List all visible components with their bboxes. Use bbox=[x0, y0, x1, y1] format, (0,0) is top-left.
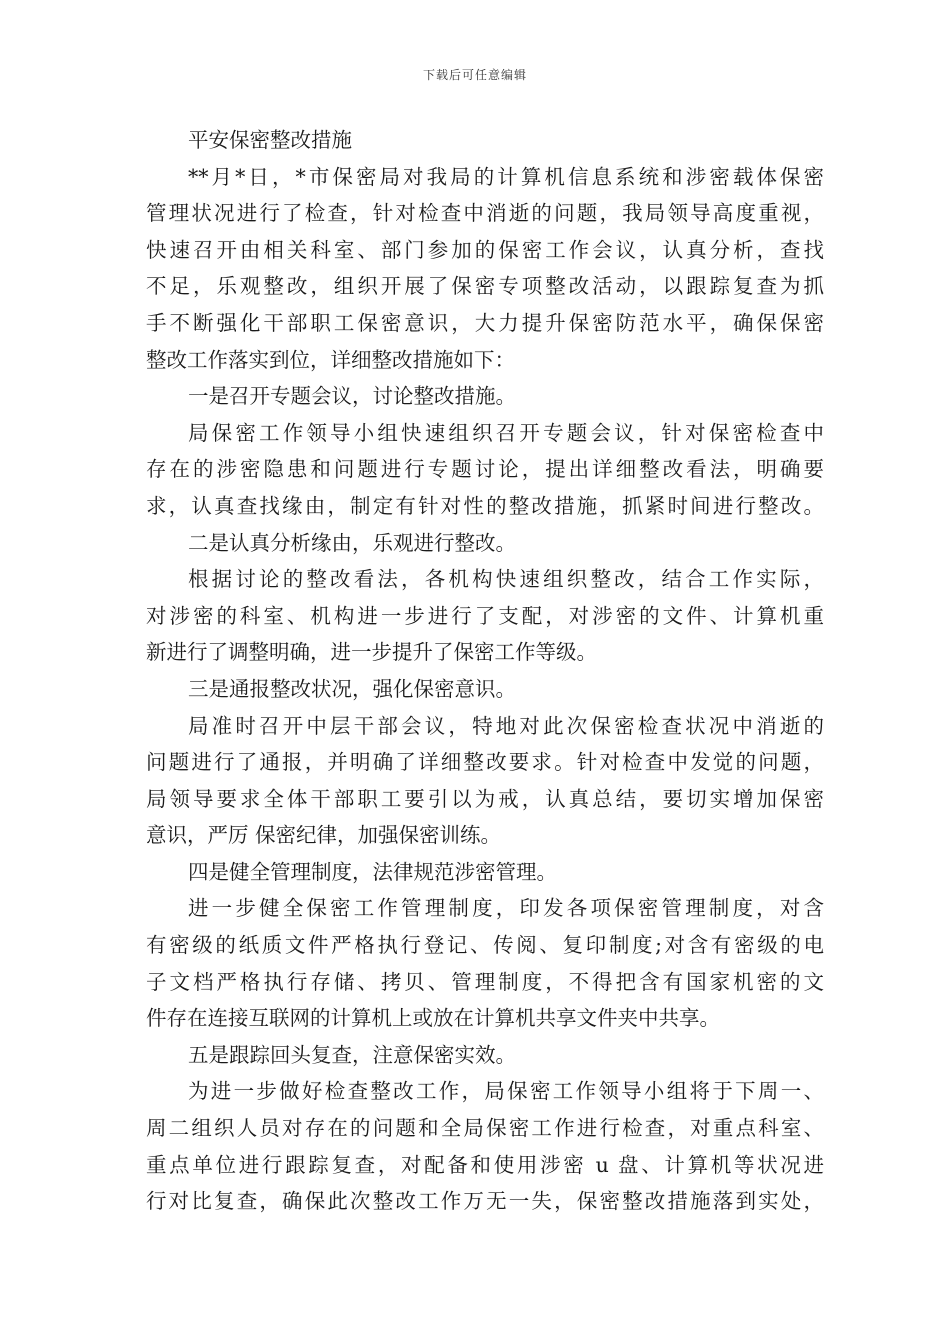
text-line: 新进行了调整明确，进一步提升了保密工作等级。 bbox=[146, 640, 597, 665]
text-line: 有密级的纸质文件严格执行登记、传阅、复印制度;对含有密级的电 bbox=[146, 933, 824, 958]
text-line: 三是通报整改状况，强化保密意识。 bbox=[188, 676, 516, 701]
text-line: 行对比复查，确保此次整改工作万无一失，保密整改措施落到实处， bbox=[146, 1189, 824, 1214]
text-line: 件存在连接互联网的计算机上或放在计算机共享文件夹中共享。 bbox=[146, 1006, 720, 1031]
text-line: 周二组织人员对存在的问题和全局保密工作进行检查，对重点科室、 bbox=[146, 1116, 824, 1141]
text-line: 重点单位进行跟踪复查，对配备和使用涉密 u 盘、计算机等状况进 bbox=[146, 1152, 824, 1177]
text-line: 手不断强化干部职工保密意识，大力提升保密防范水平，确保保密 bbox=[146, 310, 824, 335]
text-line: 二是认真分析缘由，乐观进行整改。 bbox=[188, 530, 516, 555]
text-line: 不足，乐观整改，组织开展了保密专项整改活动，以跟踪复查为抓 bbox=[146, 274, 824, 299]
text-line: 为进一步做好检查整改工作，局保密工作领导小组将于下周一、 bbox=[188, 1079, 824, 1104]
document-body bbox=[146, 122, 824, 1220]
page-header: 下载后可任意编辑 bbox=[422, 68, 527, 82]
text-line: 求，认真查找缘由，制定有针对性的整改措施，抓紧时间进行整改。 bbox=[146, 493, 824, 518]
text-line: 根据讨论的整改看法，各机构快速组织整改，结合工作实际， bbox=[188, 567, 824, 592]
text-line: 五是跟踪回头复查，注意保密实效。 bbox=[188, 1042, 516, 1067]
document-title: 平安保密整改措施 bbox=[188, 128, 352, 152]
text-line: 局领导要求全体干部职工要引以为戒，认真总结，要切实增加保密 bbox=[146, 786, 824, 811]
text-line: 子文档严格执行存储、拷贝、管理制度，不得把含有国家机密的文 bbox=[146, 969, 824, 994]
text-line: 进一步健全保密工作管理制度，印发各项保密管理制度，对含 bbox=[188, 896, 824, 921]
text-line: 四是健全管理制度，法律规范涉密管理。 bbox=[188, 859, 557, 884]
text-line: 局保密工作领导小组快速组织召开专题会议，针对保密检查中 bbox=[188, 420, 824, 445]
document-lines bbox=[146, 159, 824, 1220]
text-line: 整改工作落实到位，详细整改措施如下： bbox=[146, 347, 515, 372]
text-line: 对涉密的科室、机构进一步进行了支配，对涉密的文件、计算机重 bbox=[146, 603, 824, 628]
text-line: 快速召开由相关科室、部门参加的保密工作会议，认真分析，查找 bbox=[146, 237, 824, 262]
text-line: 存在的涉密隐患和问题进行专题讨论，提出详细整改看法，明确要 bbox=[146, 457, 824, 482]
text-line: 意识，严厉 保密纪律，加强保密训练。 bbox=[146, 823, 502, 848]
text-line: 问题进行了通报，并明确了详细整改要求。针对检查中发觉的问题， bbox=[146, 750, 824, 775]
text-line: 管理状况进行了检查，针对检查中消逝的问题，我局领导高度重视， bbox=[146, 201, 824, 226]
text-line: 一是召开专题会议，讨论整改措施。 bbox=[188, 384, 516, 409]
text-line: **月*日，*市保密局对我局的计算机信息系统和涉密载体保密 bbox=[188, 164, 824, 189]
text-line: 局准时召开中层干部会议，特地对此次保密检查状况中消逝的 bbox=[188, 713, 824, 738]
